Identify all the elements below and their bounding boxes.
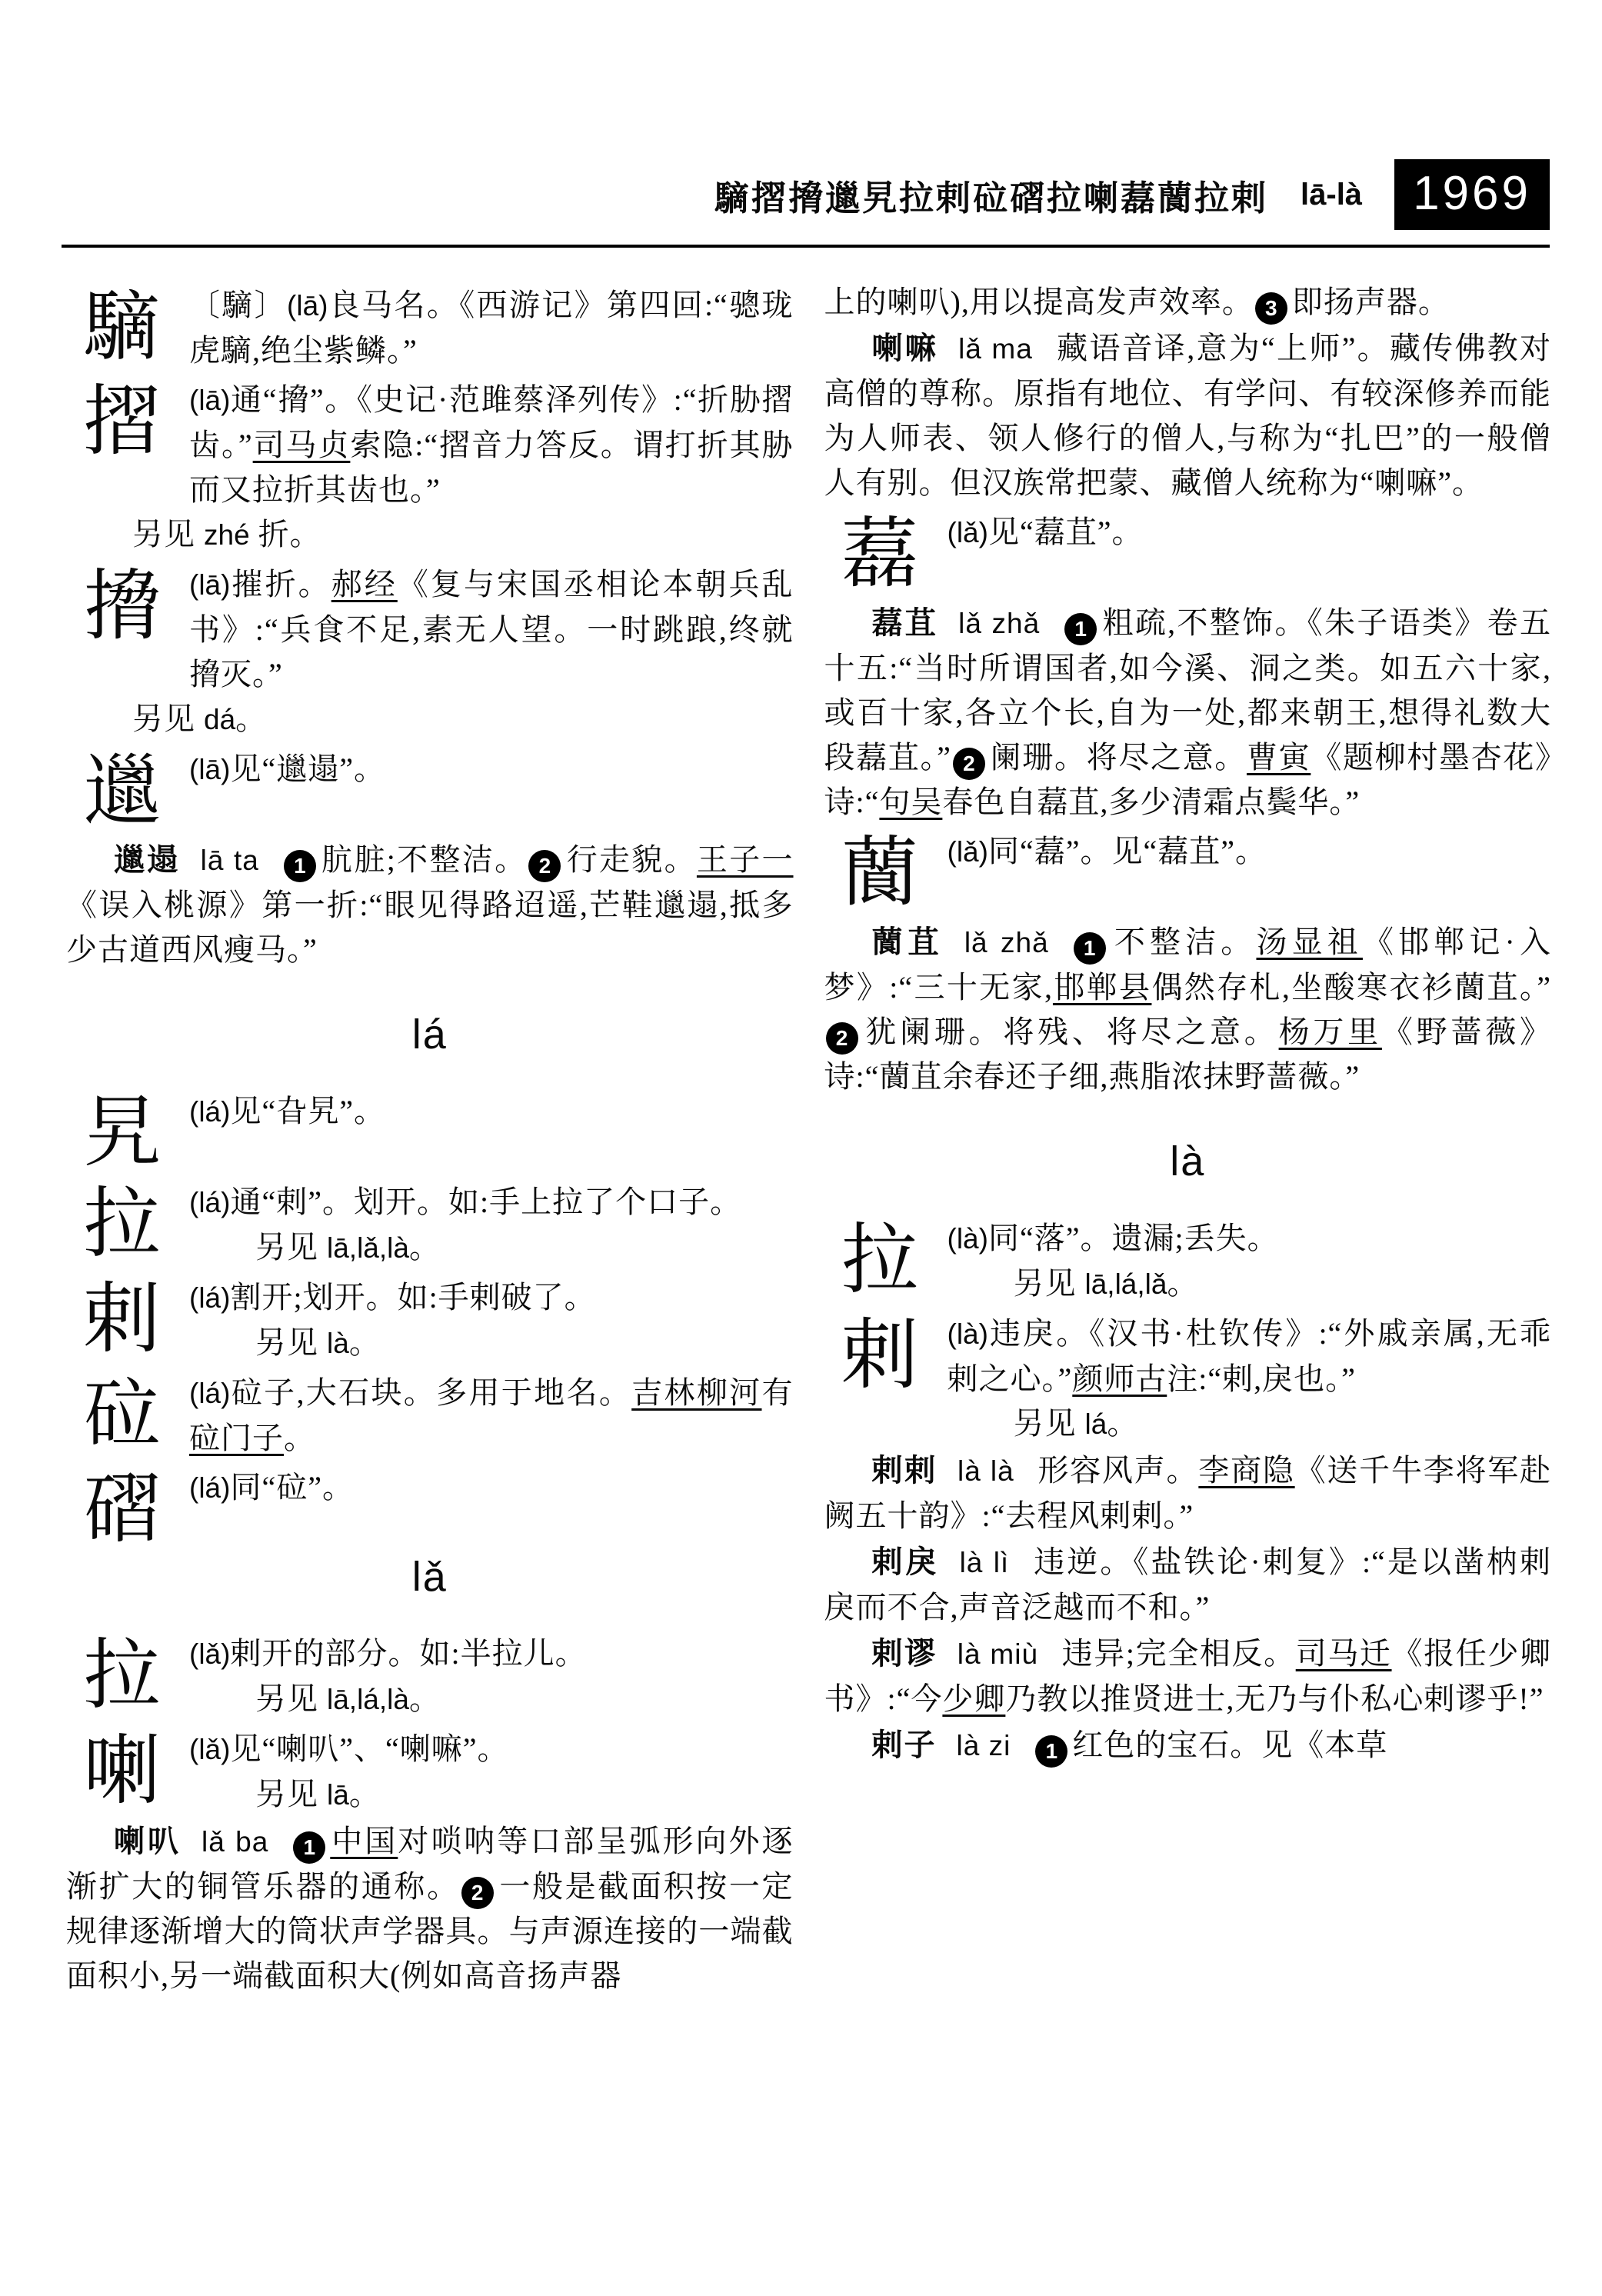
character-entry: [824, 829, 1552, 916]
character-entry: [824, 1311, 1552, 1447]
entry-headword-character: 拉: [83, 1633, 162, 1718]
entry-also-see: 另见 lā。: [255, 1777, 381, 1811]
entry-definition: (lǎ)见“藞苴”。: [947, 515, 1144, 549]
entry-headword-character: 砬: [83, 1372, 162, 1458]
pinyin-range: lā-là: [1301, 177, 1363, 212]
entry-headword-character: 䮰: [83, 285, 162, 370]
entry-definition: 〔䮰〕(lā)良马名。《西游记》第四回:“骢珑虎䮰,绝尘紫鳞。”: [189, 288, 794, 368]
entry-definition: (lá)同“砬”。: [189, 1470, 354, 1505]
entry-also-see: 另见 lá。: [1013, 1406, 1139, 1441]
compound-word-entry: 剌谬 là miù 违异;完全相反。司马迁《报任少卿书》:“今少卿乃教以推贤进士,无乃与仆私心剌谬乎!”: [824, 1636, 1551, 1716]
compound-word-entry: 藞苴 lǎ zhǎ 1 粗疏,不整饰。《朱子语类》卷五十五:“当时所谓国者,如今溪、洞之类。如五六十家,或百十家,各立个长,自为一处,都来朝王,想得礼数大段藞苴。” 2 阑珊。将尽之意。曹寅《题柳村墨杏花》诗:“句吴春色自藞苴,多少清霜点鬓华。”: [824, 605, 1551, 819]
entry-headword-character: 旯: [83, 1091, 162, 1176]
compound-word-pinyin: là miù: [957, 1638, 1039, 1670]
guide-characters: 䮰摺搚邋旯拉剌砬磖拉喇藞䕞拉剌: [714, 178, 1269, 218]
right-column: [824, 278, 1552, 2265]
entry-definition: (lá)通“剌”。划开。如:手上拉了个口子。: [189, 1185, 742, 1219]
entry-headword-character: 摺: [83, 379, 162, 465]
character-entry: [66, 1727, 794, 1818]
character-entry: [66, 1371, 794, 1461]
character-entry: [66, 562, 794, 742]
compound-word-entry: 邋遢 lā ta 1 肮脏;不整洁。 2 行走貌。王子一《误入桃源》第一折:“眼见得路迢遥,芒鞋邋遢,抵多少古道西风瘦马。”: [66, 842, 794, 967]
entry-also-see: 另见 dá。: [132, 701, 268, 736]
entry-also-see: 另见 là。: [255, 1325, 381, 1360]
entry-headword-character: 藞: [841, 512, 919, 597]
compound-word-pinyin: lǎ ba: [201, 1826, 269, 1858]
entry-headword-character: 剌: [841, 1313, 919, 1398]
compound-word: 剌谬: [871, 1636, 938, 1671]
compound-word-entry: 剌剌 là là 形容风声。李商隐《送千牛李将军赴阙五十韵》:“去程风剌剌。”: [824, 1453, 1551, 1533]
entry-definition: (lā)通“搚”。《史记·范雎蔡泽列传》:“折胁摺齿。”司马贞索隐:“摺音力答反。谓打折其胁而又拉折其齿也。”: [189, 382, 794, 507]
compound-word: 剌子: [871, 1728, 937, 1762]
header-divider-rule: [62, 245, 1550, 248]
compound-word-pinyin: là lì: [959, 1547, 1010, 1578]
continuation-paragraph: 上的喇叭),用以提高发声效率。 3 即扬声器。: [824, 280, 1552, 325]
running-head: [62, 152, 1550, 237]
entry-definition: (lá)砬子,大石块。多用于地名。吉林柳河有砬门子。: [189, 1375, 794, 1455]
compound-word: 邋遢: [114, 842, 181, 877]
entry-headword-character: 拉: [841, 1218, 919, 1303]
entry-definition: (là)同“落”。遗漏;丢失。: [947, 1221, 1279, 1255]
entry-also-see: 另见 lā,lá,lǎ。: [1013, 1266, 1199, 1301]
compound-word-entry: 剌戾 là lì 违逆。《盐铁论·剌复》:“是以凿枘剌戾而不合,声音泛越而不和。”: [824, 1545, 1551, 1625]
compound-word-entry: 喇嘛 lǎ ma 藏语音译,意为“上师”。藏传佛教对高僧的尊称。原指有地位、有学问、有较深修养而能为人师表、领人修行的僧人,与称为“扎巴”的一般僧人有别。但汉族常把蒙、藏僧人统称为“喇嘛”。: [824, 331, 1551, 500]
left-column: [66, 278, 794, 2265]
entry-also-see: 另见 lā,lá,là。: [255, 1681, 441, 1716]
entry-headword-character: 搚: [83, 564, 162, 649]
character-entry: [66, 1465, 794, 1552]
compound-word: 藞苴: [871, 605, 939, 640]
pinyin-section-heading: lá: [411, 1011, 448, 1058]
entry-headword-character: 邋: [83, 748, 162, 834]
compound-word: 剌剌: [871, 1453, 938, 1488]
character-entry: [824, 510, 1552, 597]
character-entry: [66, 1631, 794, 1722]
compound-word-entry: 䕞苴 lǎ zhǎ 1 不整洁。汤显祖《邯郸记·入梦》:“三十无家,邯郸县偶然存札,坐酸寒衣衫䕞苴。”2 犹阑珊。将残、将尽之意。杨万里《野蔷薇》诗:“䕞苴余春还子细,燕脂浓抹野蔷薇。”: [824, 925, 1551, 1094]
character-entry: [66, 378, 794, 558]
entry-definition: (lǎ)同“藞”。见“藞苴”。: [947, 834, 1267, 868]
entry-headword-character: 拉: [83, 1181, 162, 1267]
entry-also-see: 另见 lā,lǎ,là。: [255, 1230, 441, 1265]
compound-word: 喇叭: [114, 1824, 182, 1858]
character-entry: [66, 1275, 794, 1366]
character-entry: [66, 283, 794, 373]
compound-word: 剌戾: [871, 1545, 940, 1579]
entry-definition: (lā)摧折。郝经《复与宋国丞相论本朝兵乱书》:“兵食不足,素无人望。一时跳踉,终就搚灭。”: [189, 567, 794, 691]
page-number-badge: 1969: [1394, 159, 1550, 230]
character-entry: [66, 1180, 794, 1271]
entry-headword-character: 剌: [83, 1277, 162, 1362]
entry-definition: (là)违戾。《汉书·杜钦传》:“外戚亲属,无乖剌之心。”颜师古注:“剌,戾也。”: [947, 1316, 1551, 1396]
compound-word-entry: 剌子 là zi 1 红色的宝石。见《本草: [824, 1723, 1552, 1768]
entry-definition: (lá)割开;划开。如:手剌破了。: [189, 1280, 596, 1315]
text-columns: [66, 278, 1551, 2265]
character-entry: [66, 747, 794, 834]
compound-word-entry: 喇叭 lǎ ba 1 中国对唢呐等口部呈弧形向外逐渐扩大的铜管乐器的通称。 2 一般是截面积按一定规律逐渐增大的筒状声学器具。与声源连接的一端截面积小,另一端截面积大(例如高音扬声器: [66, 1824, 794, 1993]
compound-word: 喇嘛: [871, 331, 939, 365]
pinyin-section-heading: lǎ: [411, 1554, 448, 1600]
compound-word-pinyin: lǎ zhǎ: [964, 927, 1049, 958]
entry-definition: (lā)见“邋遢”。: [189, 751, 385, 786]
compound-word-pinyin: lǎ zhǎ: [958, 608, 1041, 639]
character-entry: [66, 1089, 794, 1176]
entry-headword-character: 䕞: [841, 831, 919, 916]
character-entry: [824, 1216, 1552, 1307]
pinyin-section-heading: là: [1170, 1138, 1206, 1185]
entry-definition: (lǎ)剌开的部分。如:半拉儿。: [189, 1636, 587, 1671]
compound-word-pinyin: lǎ ma: [958, 333, 1033, 365]
compound-word-pinyin: là zi: [956, 1730, 1011, 1761]
entry-headword-character: 磖: [83, 1467, 162, 1552]
compound-word-pinyin: lā ta: [200, 845, 259, 876]
entry-headword-character: 喇: [83, 1728, 162, 1814]
entry-definition: (lá)见“旮旯”。: [189, 1094, 385, 1128]
entry-also-see: 另见 zhé 折。: [132, 517, 321, 552]
compound-word-pinyin: là là: [958, 1455, 1014, 1487]
entry-definition: (lǎ)见“喇叭”、“喇嘛”。: [189, 1731, 509, 1766]
compound-word: 䕞苴: [871, 925, 944, 959]
